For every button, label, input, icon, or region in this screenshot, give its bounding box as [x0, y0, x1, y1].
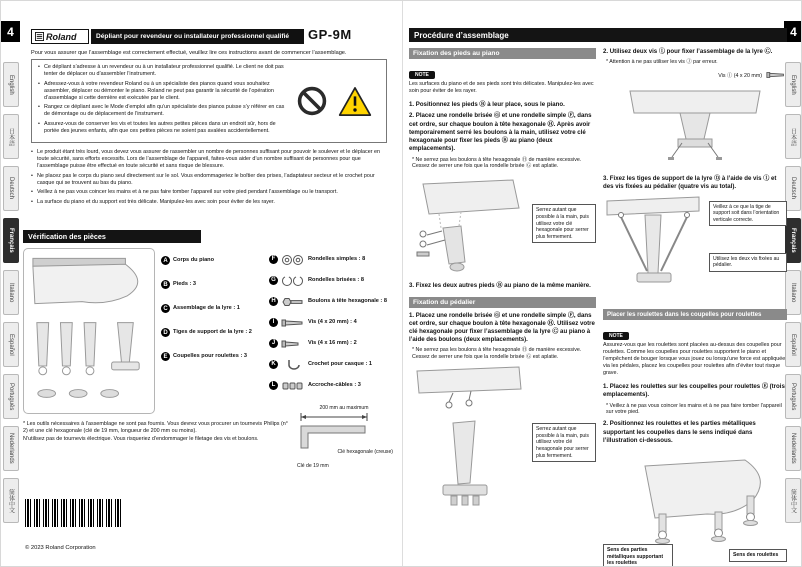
support-rods-figure [603, 195, 787, 303]
pedal-attachment-figure [409, 365, 596, 525]
casters-step-1-note: * Veillez à ne pas vous coincer les mains et à ne pas faire tomber l’appareil sur votre pied. [606, 402, 782, 416]
part-letter: L [269, 381, 278, 390]
casters-direction-label: Sens des roulettes [729, 549, 787, 562]
legs-step-2: 2. Placez une rondelle brisée Ⓖ et une rondelle simple Ⓕ, dans cet ordre, sur chaque boulon à tête hexagonale Ⓗ. Après avoir temporairement serré les boulons à la main, utilisez votre clé hexagonale pour fixer les pieds Ⓑ au piano (deux emplacements). [409, 112, 592, 153]
part-letter: I [269, 318, 278, 327]
safety-warning-box [31, 59, 387, 143]
tab-italiano: Italiano [785, 270, 801, 315]
tools-note-line1: * Les outils nécessaires à l’assemblage ne sont pas fournis. Vous devrez vous procurer un tournevis Philips (n° 2) et une clé hexagonale (clé de 19 mm, longueur de 200 mm ou moins). [23, 421, 288, 435]
tab-nederlands: Nederlands [785, 426, 801, 471]
tab-deutsch: Deutsch [785, 166, 801, 211]
part-item: F Rondelles simples : 8 [269, 253, 393, 265]
part-letter: B [161, 280, 170, 289]
washer-icon [281, 253, 305, 265]
casters-note-text: Assurez-vous que les roulettes sont placées au-dessus des coupelles pour roulettes. Comme les coupelles pour roulettes supportent le piano et l’empêchent de bouger lorsque vous jouez ou lorsqu’une force est appliquée via les pédales, placez les coupelles pour roulettes afin d’éviter tout risque grave. [603, 341, 786, 377]
tab-espanol: Español [3, 322, 19, 367]
pedal-screws-callout: Utilisez les deux vis fixées au pédalier. [709, 253, 787, 272]
roland-logo [31, 29, 89, 44]
model-name: GP-9M [308, 27, 352, 42]
copyright-text: © 2023 Roland Corporation [25, 545, 96, 551]
part-letter: H [269, 297, 278, 306]
tab-italiano: Italiano [3, 270, 19, 315]
page-left [1, 1, 402, 567]
parts-list-main [161, 248, 263, 414]
hex-key-diagram [295, 405, 393, 471]
warning-item: • Adressez-vous à votre revendeur Roland ou à un spécialiste des pianos quand vous souhaitez assembler, déplacer ou démonter le piano. Roland ne peut pas garantir la sécurité de l’opération d’assemblage si cette dernière est exécutée par le client. [38, 81, 288, 102]
caution-item: • Le produit étant très lourd, vous devez vous assurer de rassembler un nombre de personnes suffisant pour pouvoir le soulever et le déplacer en toute sécurité, sans efforts excessifs. Lors de l’assemblage de l’appareil, faites-vous aider d’un nombre suffisant de personnes pour que l’assemblage puisse être effectué en toute sécurité et sans risque de blessure. [31, 149, 389, 170]
parts-list-hardware [269, 248, 393, 414]
warning-item: • Ce dépliant s’adresse à un revendeur ou à un installateur professionnel qualifié. Le client ne doit pas tenter de déplacer ou d’assembler l’instrument. [38, 64, 288, 78]
pedal-step-2-note: * Attention à ne pas utiliser les vis Ⓙ par erreur. [606, 59, 718, 66]
part-letter: K [269, 360, 278, 369]
pedal-lyre-illustration [409, 365, 527, 523]
warning-triangle-icon [338, 86, 372, 117]
part-letter: F [269, 255, 278, 264]
parts-area [23, 248, 393, 414]
rod-orientation-callout: Veillez à ce que la tige de support soit dans l’orientation verticale correcte. [709, 201, 787, 227]
casters-section-header: Placer les roulettes dans les coupelles pour roulettes [603, 309, 787, 320]
caution-item: • Ne placez pas le corps du piano seul directement sur le sol. Vous endommageriez le boîtier des prises, l’adaptateur secteur et le crochet pour casque qui se trouvent au bas du piano. [31, 173, 389, 187]
part-letter: J [269, 339, 278, 348]
part-item: K Crochet pour casque : 1 [269, 358, 393, 370]
caution-item: • La surface du piano et du support est très délicate. Manipulez-les avec soin pour éviter de les rayer. [31, 199, 389, 206]
part-item: H Boulons à tête hexagonale : 8 [269, 295, 393, 307]
pedal-section-header: Fixation du pédalier [409, 297, 596, 308]
part-item: I Vis (4 x 20 mm) : 4 [269, 316, 393, 328]
part-item: E Coupelles pour roulettes : 3 [161, 352, 263, 361]
tab-francais: Français [3, 218, 19, 263]
piano-body-illustration [27, 252, 151, 310]
pedal-step-1: 1. Placez une rondelle brisée Ⓖ et une rondelle simple Ⓕ, dans cet ordre, sur chaque boulon à tête hexagonale Ⓗ. Utilisez votre clé hexagonale pour fixer l’assemblage de la lyre Ⓒ au piano à l’aide des boulons (deux emplacements). [409, 311, 595, 344]
tab-espanol: Español [785, 322, 801, 367]
tab-deutsch: Deutsch [3, 166, 19, 211]
hex-bolt-icon [281, 295, 305, 307]
part-item: C Assemblage de la lyre : 1 [161, 304, 263, 313]
part-letter: E [161, 352, 170, 361]
procedure-column-right [603, 48, 787, 567]
warning-item: • Assurez-vous de conserver les vis et toutes les autres petites pièces dans un endroit sûr, hors de portée des jeunes enfants, afin que ces petites pièces ne soient pas avalées accidentellement. [38, 121, 288, 135]
tools-note [23, 421, 291, 443]
barcode [25, 499, 121, 527]
assembly-procedure-header: Procédure d’assemblage [409, 28, 787, 42]
legs-attachment-figure [409, 174, 596, 276]
caster-orientation-figure [603, 448, 787, 567]
page-right [402, 1, 802, 567]
page-number-left: 4 [1, 21, 20, 42]
cable-clip-icon [281, 379, 305, 391]
part-item: A Corps du piano [161, 256, 263, 265]
hand-tighten-callout: Serrez autant que possible à la main, puis utilisez votre clé hexagonale pour serrer plus fermement. [532, 204, 596, 243]
headphone-hook-icon [281, 358, 305, 370]
hex-socket-label: Clé hexagonale (creuse) [337, 449, 393, 455]
screw-16mm-icon [281, 337, 305, 349]
language-tabs-left [3, 62, 19, 523]
caution-list [31, 149, 389, 208]
screw-size-label: Vis Ⓘ (4 x 20 mm) [718, 73, 762, 80]
roland-logo-icon [35, 32, 44, 41]
tab-chinese: 简体中文 [785, 478, 801, 523]
hand-tighten-callout: Serrez autant que possible à la main, puis utilisez votre clé hexagonale pour serrer plus fermement. [532, 423, 596, 462]
tab-portugues: Português [3, 374, 19, 419]
spring-washer-icon [281, 274, 305, 286]
casters-step-2: 2. Positionnez les roulettes et les parties métalliques supportant les coupelles dans le sens indiqué dans l’illustration ci-dessous. [603, 420, 756, 444]
verification-section-header: Vérification des pièces [23, 230, 201, 243]
legs-and-lyre-illustration [27, 314, 151, 410]
tab-francais: Français [785, 218, 801, 263]
tab-japanese: 日本語 [3, 114, 19, 159]
caution-item: • Veillez à ne pas vous coincer les mains et à ne pas faire tomber l’appareil sur votre pied pendant l’assemblage ou le transport. [31, 189, 389, 196]
metal-parts-direction-label: Sens des parties métalliques supportant les roulettes [603, 544, 673, 567]
tab-nederlands: Nederlands [3, 426, 19, 471]
lyre-screws-illustration [620, 83, 770, 169]
warning-list [38, 64, 288, 138]
part-item: B Pieds : 3 [161, 280, 263, 289]
lyre-screws-figure [603, 83, 787, 169]
part-item: G Rondelles brisées : 8 [269, 274, 393, 286]
piano-casters-illustration [615, 448, 775, 548]
legs-step-3: 3. Fixez les deux autres pieds Ⓑ au piano de la même manière. [409, 282, 591, 290]
support-rods-illustration [603, 195, 703, 301]
part-item: J Vis (4 x 16 mm) : 2 [269, 337, 393, 349]
tab-chinese: 简体中文 [3, 478, 19, 523]
part-letter: G [269, 276, 278, 285]
pedal-step-3: 3. Fixez les tiges de support de la lyre Ⓓ à l’aide de vis Ⓘ et des vis fixées au pédalier (quatre vis au total). [603, 175, 777, 191]
leaflet-title-bar: Dépliant pour revendeur ou installateur professionnel qualifié [91, 29, 304, 44]
tab-english: English [785, 62, 801, 107]
legs-step-2-note: * Ne serrez pas les boulons à tête hexagonale Ⓗ de manière excessive. Cessez de serrer une fois que la rondelle brisée Ⓖ est aplatie. [412, 156, 582, 170]
procedure-column-left [409, 48, 596, 531]
safety-icons [288, 64, 380, 138]
tab-english: English [3, 62, 19, 107]
part-item: D Tiges de support de la lyre : 2 [161, 328, 263, 337]
tools-note-line2: N’utilisez pas de tournevis électrique. Vous risqueriez d’endommager le filetage des vis et boulons. [23, 435, 259, 442]
part-letter: A [161, 256, 170, 265]
legs-note-text: Les surfaces du piano et de ses pieds sont très délicates. Manipulez-les avec soin pour éviter de les rayer. [409, 81, 594, 95]
max-length-label: 200 mm au maximum [319, 405, 369, 411]
note-badge: NOTE [603, 332, 629, 340]
legs-section-header: Fixation des pieds au piano [409, 48, 596, 59]
screw-20mm-icon [281, 316, 305, 328]
part-letter: C [161, 304, 170, 313]
part-item: L Accroche-câbles : 3 [269, 379, 393, 391]
screw-label-row [603, 70, 787, 80]
leg-attachment-illustration [409, 174, 527, 274]
tab-portugues: Português [785, 374, 801, 419]
part-letter: D [161, 328, 170, 337]
roland-logo-text: Roland [46, 31, 77, 42]
legs-step-1: 1. Positionnez les pieds Ⓑ à leur place, sous le piano. [409, 101, 565, 109]
note-badge: NOTE [409, 71, 435, 79]
key-size-label: Clé de 19 mm [297, 463, 329, 469]
pedal-step-2: 2. Utilisez deux vis Ⓘ pour fixer l’assemblage de la lyre Ⓒ. [603, 48, 773, 55]
language-tabs-right [785, 62, 801, 523]
pedal-step-1-note: * Ne serrez pas les boulons à tête hexagonale Ⓗ de manière excessive. Cessez de serrer une fois que la rondelle brisée Ⓖ est aplatie. [412, 347, 582, 361]
page-number-right: 4 [784, 21, 802, 42]
casters-step-1: 1. Placez les roulettes sur les coupelles pour roulettes Ⓔ (trois emplacements). [603, 383, 785, 399]
tab-japanese: 日本語 [785, 114, 801, 159]
screw-20mm-icon [765, 70, 787, 80]
parts-illustrations [23, 248, 155, 414]
intro-text: Pour vous assurer que l’assemblage est correctement effectué, veuillez lire ces instructions avant de commencer l’assemblage. [31, 50, 347, 56]
hex-key-illustration [295, 412, 391, 452]
warning-item: • Rangez ce dépliant avec le Mode d’emploi afin qu’un spécialiste des pianos puisse s’y référer en cas de démontage ou de déplacement de l’instrument. [38, 104, 288, 118]
prohibition-icon [296, 85, 328, 117]
